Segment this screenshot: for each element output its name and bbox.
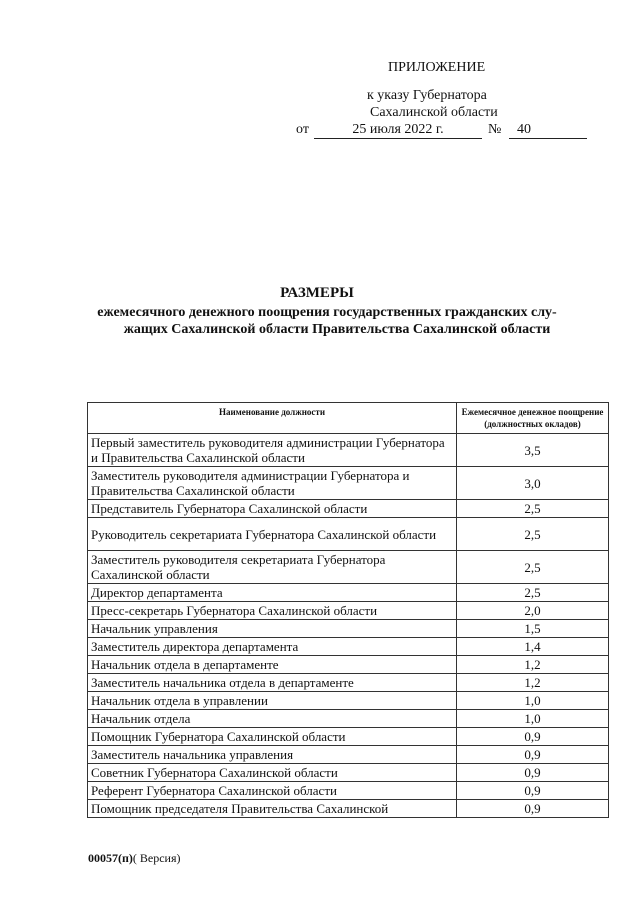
position-name-cell: Начальник отдела (88, 710, 457, 728)
position-name-cell: Пресс-секретарь Губернатора Сахалинской области (88, 602, 457, 620)
header-bonus: Ежемесячное денежное поощрение (должностных окладов) (457, 403, 609, 434)
table-row (88, 674, 609, 692)
table-row (88, 584, 609, 602)
appendix-date-line (296, 122, 590, 142)
bonus-value-cell: 0,9 (457, 764, 609, 782)
position-name: Помощник председателя Правительства Сахалинской (91, 801, 389, 816)
date-prefix: от (296, 122, 309, 137)
table-row (88, 782, 609, 800)
bonus-value-cell: 2,0 (457, 602, 609, 620)
table-row (88, 434, 609, 467)
bonus-value-cell: 2,5 (457, 584, 609, 602)
position-name-cell: Заместитель начальника отдела в департаменте (88, 674, 457, 692)
bonus-value-cell: 0,9 (457, 746, 609, 764)
number-sign: № (488, 122, 502, 137)
bonus-value-cell: 0,9 (457, 728, 609, 746)
decree-date: 25 июля 2022 г. (314, 122, 482, 139)
bonus-value-cell: 1,2 (457, 674, 609, 692)
bonus-sizes-table (87, 402, 609, 818)
bonus-value-cell: 3,5 (457, 434, 609, 467)
position-name-cell (88, 800, 457, 818)
position-name-cell: Начальник отдела в департаменте (88, 656, 457, 674)
position-name-cell: Заместитель директора департамента (88, 638, 457, 656)
position-name-cell: Начальник отдела в управлении (88, 692, 457, 710)
table-row (88, 467, 609, 500)
header-position: Наименование должности (88, 403, 457, 434)
document-code: 00057(п) (88, 851, 133, 865)
bonus-value-cell: 2,5 (457, 500, 609, 518)
bonus-value-cell: 0,9 (457, 800, 609, 818)
position-name-cell: Начальник управления (88, 620, 457, 638)
table-row (88, 500, 609, 518)
position-name-cell: Заместитель начальника управления (88, 746, 457, 764)
decree-number: 40 (509, 122, 587, 139)
appendix-title: ПРИЛОЖЕНИЕ (388, 60, 486, 75)
position-name-cell: Заместитель руководителя секретариата Губернатора Сахалинской области (88, 551, 457, 584)
appendix-region-line: Сахалинской области (370, 105, 498, 120)
bonus-value-cell: 1,0 (457, 692, 609, 710)
bonus-value-cell: 2,5 (457, 551, 609, 584)
table-row (88, 728, 609, 746)
table-row (88, 518, 609, 551)
document-title: РАЗМЕРЫ (280, 285, 354, 301)
table-row (88, 638, 609, 656)
position-name-cell: Советник Губернатора Сахалинской области (88, 764, 457, 782)
table-row (88, 620, 609, 638)
bonus-value-cell: 3,0 (457, 467, 609, 500)
position-name-cell: Представитель Губернатора Сахалинской области (88, 500, 457, 518)
table-row (88, 764, 609, 782)
bonus-value-cell: 0,9 (457, 782, 609, 800)
table-row (88, 692, 609, 710)
position-name-cell: Руководитель секретариата Губернатора Сахалинской области (88, 518, 457, 551)
document-subtitle-line2: жащих Сахалинской области Правительства Сахалинской области (123, 322, 551, 337)
position-name-cell: Референт Губернатора Сахалинской области (88, 782, 457, 800)
position-name-cell: Первый заместитель руководителя администрации Губернатора и Правительства Сахалинской области (88, 434, 457, 467)
bonus-value-cell: 1,0 (457, 710, 609, 728)
bonus-value-cell: 1,5 (457, 620, 609, 638)
position-name-cell: Заместитель руководителя администрации Губернатора и Правительства Сахалинской области (88, 467, 457, 500)
position-name-cell: Директор департамента (88, 584, 457, 602)
table-row (88, 710, 609, 728)
position-name-cell: Помощник Губернатора Сахалинской области (88, 728, 457, 746)
bonus-value-cell: 1,2 (457, 656, 609, 674)
appendix-decree-line: к указу Губернатора (367, 88, 487, 103)
table-row (88, 800, 609, 818)
table-row (88, 656, 609, 674)
table-header-row (88, 403, 609, 434)
table-row (88, 602, 609, 620)
table-row (88, 551, 609, 584)
document-footer (88, 851, 181, 866)
table-body (88, 434, 609, 818)
table-row (88, 746, 609, 764)
document-subtitle-line1: ежемесячного денежного поощрения государственных гражданских слу- (97, 305, 557, 320)
bonus-value-cell: 1,4 (457, 638, 609, 656)
document-version: ( Версия) (132, 851, 181, 865)
bonus-value-cell: 2,5 (457, 518, 609, 551)
